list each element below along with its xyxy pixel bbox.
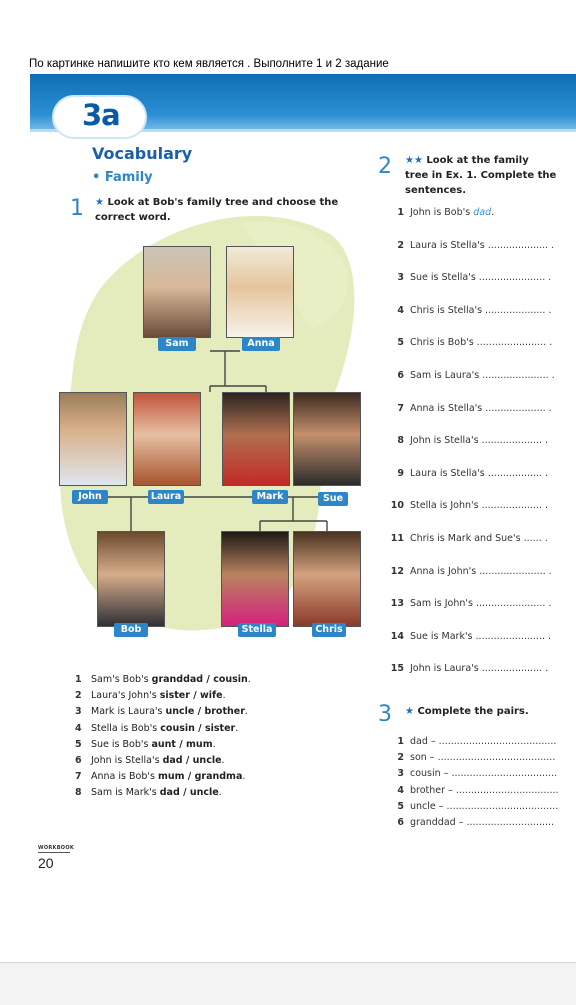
- list-item: 4 Chris is Stella's .................... .: [397, 304, 552, 316]
- list-item: 11 Chris is Mark and Sue's ...... .: [390, 532, 548, 544]
- exercise-3-instruction: [405, 704, 529, 719]
- workbook-page: [30, 74, 576, 884]
- stars-icon: ★★: [405, 155, 423, 166]
- list-item: 5 Chris is Bob's ....................... .: [397, 337, 553, 349]
- list-item: 6 Sam is Laura's ...................... .: [397, 369, 555, 381]
- photo-stella: [221, 531, 289, 627]
- task-caption: По картинке напишите кто кем является . Выполните 1 и 2 задание: [29, 58, 389, 70]
- photo-anna: [226, 246, 294, 338]
- list-item: 7 Anna is Bob's mum / grandma.: [75, 771, 246, 783]
- exercise-1-list: [75, 674, 251, 804]
- list-item: 2 son – .......................................: [397, 752, 556, 764]
- list-item: 1 Sam's Bob's granddad / cousin.: [75, 674, 251, 685]
- exercise-2-line1: Look at the family: [426, 155, 529, 166]
- list-item: 6 granddad – .............................: [397, 816, 555, 828]
- list-item: 3 cousin – ...................................: [397, 768, 558, 780]
- star-icon: ★: [405, 706, 414, 717]
- list-item: 3 Sue is Stella's ...................... .: [397, 272, 552, 284]
- photo-sue: [293, 392, 361, 486]
- list-item: 7 Anna is Stella's .................... .: [397, 402, 552, 414]
- list-item: 6 John is Stella's dad / uncle.: [75, 754, 225, 766]
- exercise-1-line2: correct word.: [95, 212, 171, 223]
- list-item: 13 Sam is John's ....................... .: [390, 598, 552, 610]
- exercise-1-line1: Look at Bob's family tree and choose the: [107, 197, 339, 208]
- list-item: 9 Laura is Stella's .................. .: [397, 467, 549, 479]
- page-number: 20: [38, 855, 54, 871]
- list-item: 3 Mark is Laura's uncle / brother.: [75, 706, 248, 718]
- label-sue: Sue: [318, 492, 348, 506]
- list-item: 8 Sam is Mark's dad / uncle.: [75, 787, 222, 799]
- list-item: 4 Stella is Bob's cousin / sister.: [75, 722, 239, 734]
- list-item: 4 brother – ..................................: [397, 784, 559, 796]
- label-laura: Laura: [148, 490, 184, 504]
- list-item: 1 John is Bob's dad.: [397, 207, 495, 218]
- star-icon: ★: [95, 197, 104, 208]
- label-stella: Stella: [238, 623, 276, 637]
- list-item: 2 Laura's John's sister / wife.: [75, 690, 226, 702]
- bottom-bar: [0, 962, 576, 1005]
- list-item: 15 John is Laura's .................... .: [390, 663, 549, 675]
- unit-number: 3a: [82, 98, 120, 132]
- section-subtitle: • Family: [92, 170, 153, 185]
- photo-mark: [222, 392, 290, 486]
- label-mark: Mark: [252, 490, 288, 504]
- label-anna: Anna: [242, 337, 280, 351]
- photo-bob: [97, 531, 165, 627]
- list-item: 5 uncle – .....................................: [397, 800, 559, 812]
- exercise-3-number: 3: [378, 702, 392, 727]
- label-sam: Sam: [158, 337, 196, 351]
- photo-sam: [143, 246, 211, 338]
- list-item: 1 dad – .......................................: [397, 736, 557, 747]
- exercise-2-list: [386, 207, 555, 696]
- list-item: 8 John is Stella's .................... .: [397, 435, 549, 447]
- exercise-2-number: 2: [378, 154, 392, 179]
- label-chris: Chris: [312, 623, 346, 637]
- section-title: Vocabulary: [92, 144, 193, 163]
- exercise-2-line2: tree in Ex. 1. Complete the: [405, 170, 557, 181]
- exercise-2-instruction: [405, 153, 556, 198]
- label-john: John: [72, 490, 108, 504]
- example-answer: dad: [473, 207, 492, 218]
- photo-chris: [293, 531, 361, 627]
- exercise-3-list: [386, 736, 559, 833]
- photo-laura: [133, 392, 201, 486]
- list-item: 10 Stella is John's .................... .: [390, 500, 549, 512]
- photo-john: [59, 392, 127, 486]
- list-item: 5 Sue is Bob's aunt / mum.: [75, 738, 216, 750]
- exercise-1-number: 1: [70, 196, 84, 221]
- workbook-label: WORKBOOK: [38, 845, 75, 851]
- exercise-2-line3: sentences.: [405, 185, 466, 196]
- label-bob: Bob: [114, 623, 148, 637]
- list-item: 14 Sue is Mark's ....................... .: [390, 630, 552, 642]
- list-item: 12 Anna is John's ...................... .: [390, 565, 552, 577]
- exercise-3-title: Complete the pairs.: [417, 706, 529, 717]
- list-item: 2 Laura is Stella's .................... .: [397, 239, 555, 251]
